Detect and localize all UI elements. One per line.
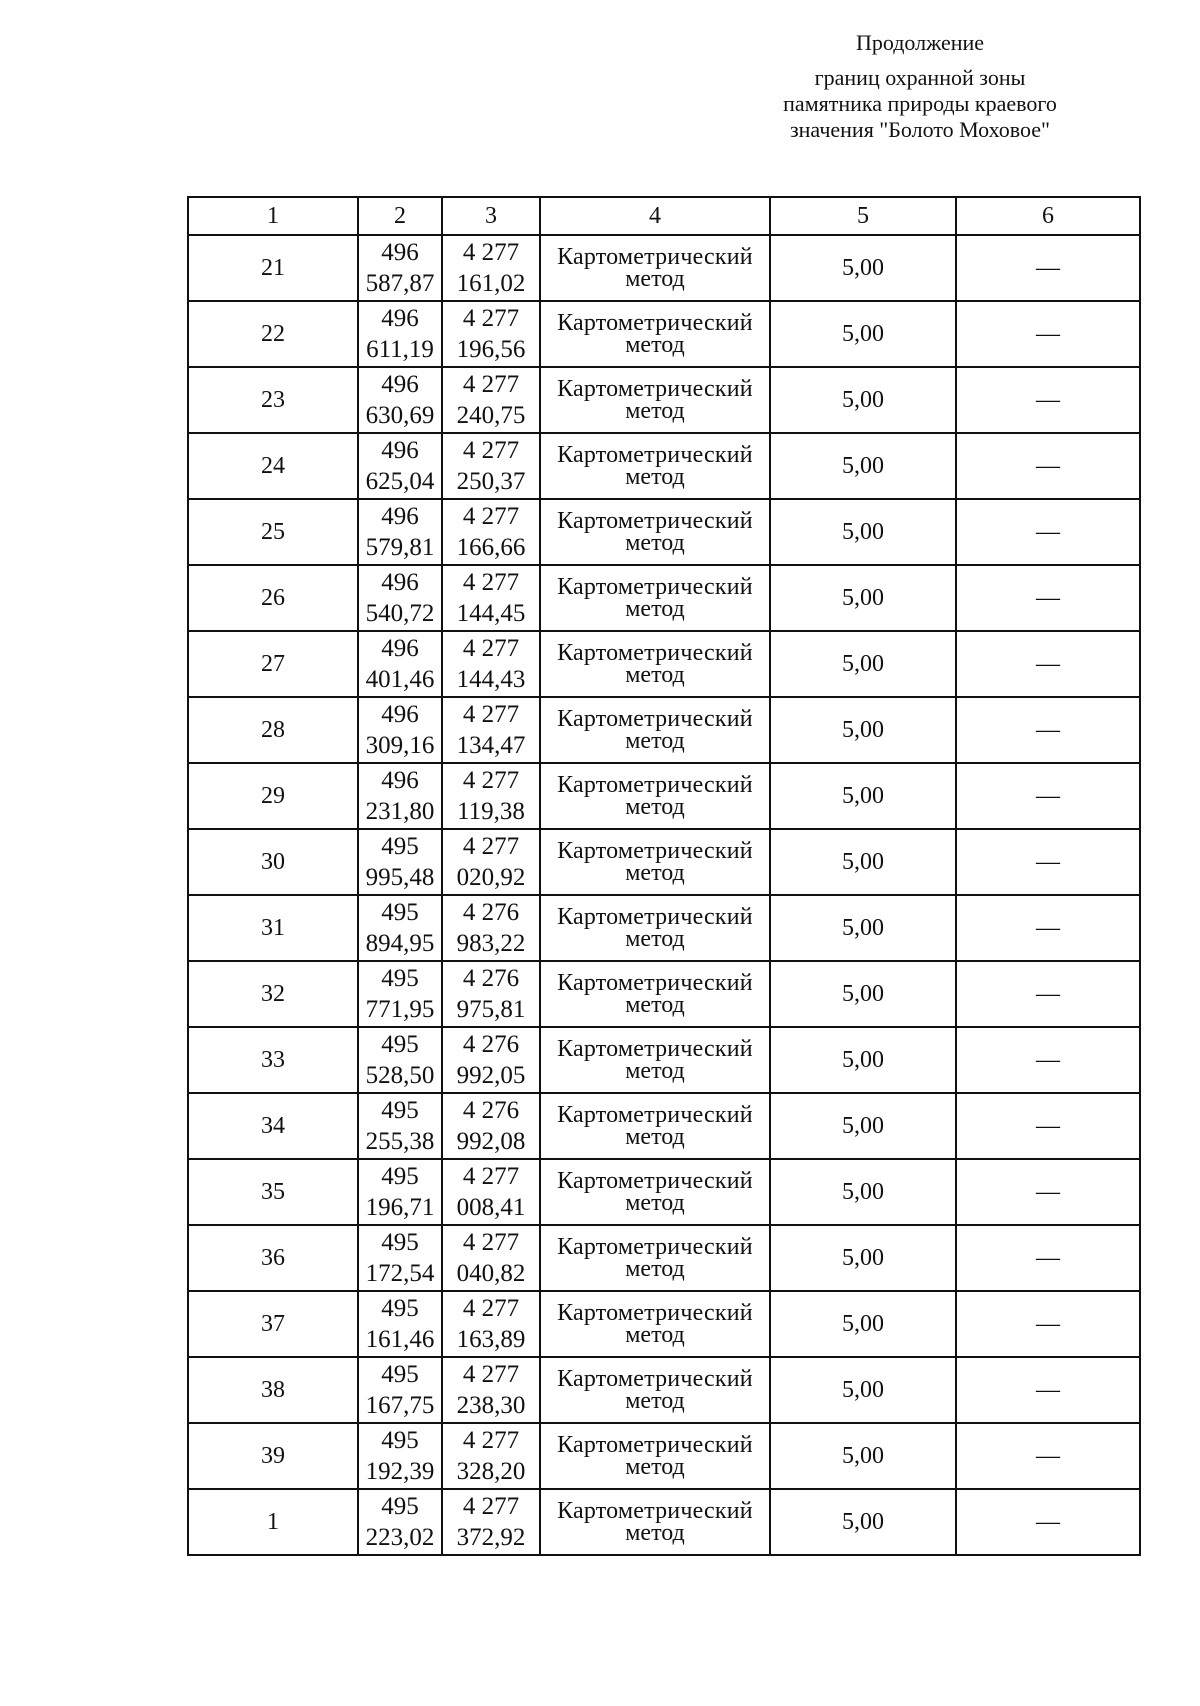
method-line-1: Картометрический bbox=[557, 1498, 753, 1524]
x-coordinate-cell bbox=[358, 961, 442, 1027]
y-coordinate-low: 166,66 bbox=[456, 534, 526, 561]
description-cell: — bbox=[956, 499, 1140, 565]
method-line-2: метод bbox=[625, 398, 685, 424]
point-number-cell: 35 bbox=[188, 1159, 358, 1225]
method-cell bbox=[540, 367, 770, 433]
accuracy-cell: 5,00 bbox=[770, 235, 956, 301]
y-coordinate-cell bbox=[442, 499, 540, 565]
x-coordinate-cell bbox=[358, 565, 442, 631]
x-coordinate-high: 495 bbox=[381, 1229, 419, 1256]
continuation-label: Продолжение bbox=[855, 30, 985, 55]
x-coordinate-cell bbox=[358, 763, 442, 829]
y-coordinate-low: 040,82 bbox=[456, 1260, 526, 1287]
description-cell: — bbox=[956, 1225, 1140, 1291]
x-coordinate-low: 196,71 bbox=[365, 1194, 435, 1221]
accuracy-cell: 5,00 bbox=[770, 1225, 956, 1291]
x-coordinate-high: 495 bbox=[381, 1031, 419, 1058]
method-line-1: Картометрический bbox=[557, 1432, 753, 1458]
method-cell bbox=[540, 1093, 770, 1159]
y-coordinate-high: 4 277 bbox=[462, 1427, 520, 1454]
y-coordinate-cell bbox=[442, 235, 540, 301]
method-line-2: метод bbox=[625, 1124, 685, 1150]
x-coordinate-high: 495 bbox=[381, 899, 419, 926]
description-cell: — bbox=[956, 1159, 1140, 1225]
method-line-2: метод bbox=[625, 596, 685, 622]
y-coordinate-high: 4 277 bbox=[462, 1295, 520, 1322]
method-line-1: Картометрический bbox=[557, 772, 753, 798]
method-line-2: метод bbox=[625, 992, 685, 1018]
method-cell bbox=[540, 697, 770, 763]
x-coordinate-high: 496 bbox=[381, 371, 419, 398]
description-cell: — bbox=[956, 235, 1140, 301]
y-coordinate-high: 4 276 bbox=[462, 1097, 520, 1124]
method-line-2: метод bbox=[625, 662, 685, 688]
point-number-cell: 24 bbox=[188, 433, 358, 499]
accuracy-cell: 5,00 bbox=[770, 763, 956, 829]
method-line-2: метод bbox=[625, 464, 685, 490]
method-cell bbox=[540, 499, 770, 565]
x-coordinate-high: 495 bbox=[381, 833, 419, 860]
point-number-cell: 34 bbox=[188, 1093, 358, 1159]
x-coordinate-high: 496 bbox=[381, 239, 419, 266]
y-coordinate-low: 144,45 bbox=[456, 600, 526, 627]
y-coordinate-cell bbox=[442, 1159, 540, 1225]
y-coordinate-high: 4 276 bbox=[462, 965, 520, 992]
y-coordinate-high: 4 277 bbox=[462, 1229, 520, 1256]
x-coordinate-high: 495 bbox=[381, 965, 419, 992]
x-coordinate-cell bbox=[358, 235, 442, 301]
accuracy-cell: 5,00 bbox=[770, 1159, 956, 1225]
accuracy-cell: 5,00 bbox=[770, 829, 956, 895]
method-cell bbox=[540, 1225, 770, 1291]
y-coordinate-cell bbox=[442, 1093, 540, 1159]
method-line-2: метод bbox=[625, 728, 685, 754]
x-coordinate-cell bbox=[358, 829, 442, 895]
y-coordinate-high: 4 277 bbox=[462, 569, 520, 596]
y-coordinate-cell bbox=[442, 301, 540, 367]
point-number-cell: 38 bbox=[188, 1357, 358, 1423]
table-row bbox=[188, 1159, 1140, 1225]
y-coordinate-low: 992,08 bbox=[456, 1128, 526, 1155]
coordinates-table bbox=[187, 196, 1141, 1556]
x-coordinate-low: 172,54 bbox=[365, 1260, 435, 1287]
description-cell: — bbox=[956, 301, 1140, 367]
table-row bbox=[188, 1291, 1140, 1357]
x-coordinate-cell bbox=[358, 1357, 442, 1423]
description-cell: — bbox=[956, 433, 1140, 499]
column-header: 2 bbox=[358, 197, 442, 235]
x-coordinate-low: 192,39 bbox=[365, 1458, 435, 1485]
method-line-1: Картометрический bbox=[557, 904, 753, 930]
y-coordinate-low: 250,37 bbox=[456, 468, 526, 495]
y-coordinate-high: 4 277 bbox=[462, 371, 520, 398]
table-row bbox=[188, 1027, 1140, 1093]
method-line-1: Картометрический bbox=[557, 706, 753, 732]
method-cell bbox=[540, 895, 770, 961]
x-coordinate-high: 496 bbox=[381, 437, 419, 464]
point-number-cell: 21 bbox=[188, 235, 358, 301]
x-coordinate-low: 167,75 bbox=[365, 1392, 435, 1419]
table-row bbox=[188, 829, 1140, 895]
accuracy-cell: 5,00 bbox=[770, 631, 956, 697]
table-header-row bbox=[188, 197, 1140, 235]
table-row bbox=[188, 697, 1140, 763]
x-coordinate-high: 496 bbox=[381, 503, 419, 530]
y-coordinate-low: 975,81 bbox=[456, 996, 526, 1023]
method-line-1: Картометрический bbox=[557, 310, 753, 336]
y-coordinate-cell bbox=[442, 763, 540, 829]
description-cell: — bbox=[956, 631, 1140, 697]
method-line-1: Картометрический bbox=[557, 1366, 753, 1392]
y-coordinate-cell bbox=[442, 1027, 540, 1093]
accuracy-cell: 5,00 bbox=[770, 301, 956, 367]
x-coordinate-low: 894,95 bbox=[365, 930, 435, 957]
table-row bbox=[188, 1489, 1140, 1555]
y-coordinate-high: 4 277 bbox=[462, 635, 520, 662]
method-line-1: Картометрический bbox=[557, 442, 753, 468]
method-line-1: Картометрический bbox=[557, 1234, 753, 1260]
table-row bbox=[188, 1423, 1140, 1489]
accuracy-cell: 5,00 bbox=[770, 565, 956, 631]
x-coordinate-high: 496 bbox=[381, 569, 419, 596]
x-coordinate-cell bbox=[358, 1027, 442, 1093]
x-coordinate-high: 495 bbox=[381, 1163, 419, 1190]
x-coordinate-cell bbox=[358, 433, 442, 499]
y-coordinate-low: 240,75 bbox=[456, 402, 526, 429]
description-cell: — bbox=[956, 1489, 1140, 1555]
method-cell bbox=[540, 961, 770, 1027]
y-coordinate-cell bbox=[442, 697, 540, 763]
table-row bbox=[188, 301, 1140, 367]
method-line-2: метод bbox=[625, 266, 685, 292]
accuracy-cell: 5,00 bbox=[770, 433, 956, 499]
point-number-cell: 39 bbox=[188, 1423, 358, 1489]
description-cell: — bbox=[956, 1423, 1140, 1489]
table-row bbox=[188, 1357, 1140, 1423]
y-coordinate-high: 4 277 bbox=[462, 1361, 520, 1388]
method-cell bbox=[540, 1027, 770, 1093]
point-number-cell: 26 bbox=[188, 565, 358, 631]
y-coordinate-low: 144,43 bbox=[456, 666, 526, 693]
description-cell: — bbox=[956, 1357, 1140, 1423]
y-coordinate-cell bbox=[442, 631, 540, 697]
column-header: 3 bbox=[442, 197, 540, 235]
description-cell: — bbox=[956, 763, 1140, 829]
method-cell bbox=[540, 1423, 770, 1489]
method-line-2: метод bbox=[625, 1454, 685, 1480]
x-coordinate-high: 496 bbox=[381, 701, 419, 728]
point-number-cell: 25 bbox=[188, 499, 358, 565]
method-line-2: метод bbox=[625, 794, 685, 820]
table-row bbox=[188, 367, 1140, 433]
y-coordinate-cell bbox=[442, 961, 540, 1027]
y-coordinate-low: 196,56 bbox=[456, 336, 526, 363]
method-line-1: Картометрический bbox=[557, 574, 753, 600]
accuracy-cell: 5,00 bbox=[770, 1291, 956, 1357]
accuracy-cell: 5,00 bbox=[770, 1489, 956, 1555]
y-coordinate-cell bbox=[442, 433, 540, 499]
description-cell: — bbox=[956, 697, 1140, 763]
method-cell bbox=[540, 829, 770, 895]
y-coordinate-high: 4 277 bbox=[462, 239, 520, 266]
point-number-cell: 33 bbox=[188, 1027, 358, 1093]
column-header: 6 bbox=[956, 197, 1140, 235]
table-row bbox=[188, 1093, 1140, 1159]
x-coordinate-cell bbox=[358, 499, 442, 565]
x-coordinate-low: 625,04 bbox=[365, 468, 435, 495]
x-coordinate-low: 161,46 bbox=[365, 1326, 435, 1353]
column-header: 1 bbox=[188, 197, 358, 235]
table-row bbox=[188, 1225, 1140, 1291]
point-number-cell: 36 bbox=[188, 1225, 358, 1291]
x-coordinate-low: 587,87 bbox=[365, 270, 435, 297]
point-number-cell: 30 bbox=[188, 829, 358, 895]
x-coordinate-low: 528,50 bbox=[365, 1062, 435, 1089]
method-cell bbox=[540, 433, 770, 499]
point-number-cell: 1 bbox=[188, 1489, 358, 1555]
y-coordinate-low: 983,22 bbox=[456, 930, 526, 957]
x-coordinate-low: 611,19 bbox=[366, 336, 434, 363]
column-header: 5 bbox=[770, 197, 956, 235]
y-coordinate-low: 992,05 bbox=[456, 1062, 526, 1089]
y-coordinate-high: 4 277 bbox=[462, 1493, 520, 1520]
method-cell bbox=[540, 763, 770, 829]
table-row bbox=[188, 499, 1140, 565]
y-coordinate-cell bbox=[442, 1423, 540, 1489]
method-line-2: метод bbox=[625, 1058, 685, 1084]
x-coordinate-low: 401,46 bbox=[365, 666, 435, 693]
table-row bbox=[188, 961, 1140, 1027]
method-line-2: метод bbox=[625, 1520, 685, 1546]
point-number-cell: 28 bbox=[188, 697, 358, 763]
method-line-1: Картометрический bbox=[557, 376, 753, 402]
y-coordinate-cell bbox=[442, 1225, 540, 1291]
method-line-2: метод bbox=[625, 1388, 685, 1414]
y-coordinate-high: 4 277 bbox=[462, 503, 520, 530]
y-coordinate-high: 4 276 bbox=[462, 899, 520, 926]
point-number-cell: 23 bbox=[188, 367, 358, 433]
method-line-1: Картометрический bbox=[557, 1102, 753, 1128]
table-row bbox=[188, 433, 1140, 499]
y-coordinate-cell bbox=[442, 895, 540, 961]
method-cell bbox=[540, 1357, 770, 1423]
method-line-1: Картометрический bbox=[557, 838, 753, 864]
accuracy-cell: 5,00 bbox=[770, 1357, 956, 1423]
table-row bbox=[188, 235, 1140, 301]
header-line-3: значения "Болото Моховое" bbox=[789, 117, 1051, 142]
x-coordinate-cell bbox=[358, 1489, 442, 1555]
table-row bbox=[188, 631, 1140, 697]
method-line-2: метод bbox=[625, 332, 685, 358]
method-line-1: Картометрический bbox=[557, 1036, 753, 1062]
y-coordinate-cell bbox=[442, 1291, 540, 1357]
x-coordinate-high: 495 bbox=[381, 1361, 419, 1388]
x-coordinate-high: 496 bbox=[381, 635, 419, 662]
method-line-2: метод bbox=[625, 1256, 685, 1282]
method-cell bbox=[540, 1489, 770, 1555]
method-line-1: Картометрический bbox=[557, 640, 753, 666]
y-coordinate-cell bbox=[442, 565, 540, 631]
accuracy-cell: 5,00 bbox=[770, 1423, 956, 1489]
x-coordinate-cell bbox=[358, 895, 442, 961]
accuracy-cell: 5,00 bbox=[770, 1093, 956, 1159]
y-coordinate-high: 4 277 bbox=[462, 701, 520, 728]
method-cell bbox=[540, 565, 770, 631]
method-line-1: Картометрический bbox=[557, 508, 753, 534]
x-coordinate-cell bbox=[358, 697, 442, 763]
y-coordinate-high: 4 276 bbox=[462, 1031, 520, 1058]
description-cell: — bbox=[956, 565, 1140, 631]
accuracy-cell: 5,00 bbox=[770, 367, 956, 433]
y-coordinate-high: 4 277 bbox=[462, 833, 520, 860]
x-coordinate-cell bbox=[358, 631, 442, 697]
y-coordinate-low: 008,41 bbox=[456, 1194, 526, 1221]
method-line-2: метод bbox=[625, 1322, 685, 1348]
y-coordinate-high: 4 277 bbox=[462, 1163, 520, 1190]
x-coordinate-low: 540,72 bbox=[365, 600, 435, 627]
x-coordinate-cell bbox=[358, 1093, 442, 1159]
x-coordinate-low: 309,16 bbox=[365, 732, 435, 759]
table-body bbox=[188, 235, 1140, 1555]
y-coordinate-low: 161,02 bbox=[456, 270, 526, 297]
x-coordinate-low: 630,69 bbox=[365, 402, 435, 429]
method-cell bbox=[540, 301, 770, 367]
x-coordinate-low: 995,48 bbox=[365, 864, 435, 891]
y-coordinate-cell bbox=[442, 829, 540, 895]
description-cell: — bbox=[956, 1093, 1140, 1159]
y-coordinate-high: 4 277 bbox=[462, 767, 520, 794]
x-coordinate-low: 579,81 bbox=[365, 534, 435, 561]
x-coordinate-high: 496 bbox=[381, 767, 419, 794]
method-cell bbox=[540, 1159, 770, 1225]
method-line-2: метод bbox=[625, 926, 685, 952]
method-cell bbox=[540, 1291, 770, 1357]
x-coordinate-low: 223,02 bbox=[365, 1524, 435, 1551]
method-line-1: Картометрический bbox=[557, 1168, 753, 1194]
method-line-1: Картометрический bbox=[557, 970, 753, 996]
x-coordinate-high: 495 bbox=[381, 1427, 419, 1454]
point-number-cell: 37 bbox=[188, 1291, 358, 1357]
y-coordinate-low: 134,47 bbox=[456, 732, 526, 759]
x-coordinate-low: 771,95 bbox=[365, 996, 435, 1023]
accuracy-cell: 5,00 bbox=[770, 1027, 956, 1093]
method-cell bbox=[540, 631, 770, 697]
x-coordinate-cell bbox=[358, 1225, 442, 1291]
description-cell: — bbox=[956, 367, 1140, 433]
y-coordinate-low: 119,38 bbox=[457, 798, 525, 825]
accuracy-cell: 5,00 bbox=[770, 961, 956, 1027]
x-coordinate-cell bbox=[358, 1291, 442, 1357]
y-coordinate-high: 4 277 bbox=[462, 305, 520, 332]
y-coordinate-low: 020,92 bbox=[456, 864, 526, 891]
y-coordinate-cell bbox=[442, 367, 540, 433]
y-coordinate-cell bbox=[442, 1489, 540, 1555]
x-coordinate-cell bbox=[358, 367, 442, 433]
point-number-cell: 27 bbox=[188, 631, 358, 697]
point-number-cell: 29 bbox=[188, 763, 358, 829]
point-number-cell: 32 bbox=[188, 961, 358, 1027]
method-line-1: Картометрический bbox=[557, 1300, 753, 1326]
y-coordinate-low: 328,20 bbox=[456, 1458, 526, 1485]
header-line-1: границ охранной зоны bbox=[814, 65, 1026, 90]
table-row bbox=[188, 895, 1140, 961]
point-number-cell: 31 bbox=[188, 895, 358, 961]
y-coordinate-low: 372,92 bbox=[456, 1524, 526, 1551]
x-coordinate-high: 495 bbox=[381, 1097, 419, 1124]
description-cell: — bbox=[956, 895, 1140, 961]
accuracy-cell: 5,00 bbox=[770, 697, 956, 763]
header-line-2: памятника природы краевого bbox=[783, 91, 1057, 116]
y-coordinate-low: 238,30 bbox=[456, 1392, 526, 1419]
accuracy-cell: 5,00 bbox=[770, 895, 956, 961]
table-row bbox=[188, 763, 1140, 829]
method-line-2: метод bbox=[625, 860, 685, 886]
description-cell: — bbox=[956, 1291, 1140, 1357]
description-cell: — bbox=[956, 829, 1140, 895]
x-coordinate-high: 495 bbox=[381, 1493, 419, 1520]
y-coordinate-cell bbox=[442, 1357, 540, 1423]
y-coordinate-high: 4 277 bbox=[462, 437, 520, 464]
method-line-2: метод bbox=[625, 530, 685, 556]
point-number-cell: 22 bbox=[188, 301, 358, 367]
table-row bbox=[188, 565, 1140, 631]
method-line-1: Картометрический bbox=[557, 244, 753, 270]
accuracy-cell: 5,00 bbox=[770, 499, 956, 565]
column-header: 4 bbox=[540, 197, 770, 235]
description-cell: — bbox=[956, 1027, 1140, 1093]
document-header bbox=[730, 30, 1110, 143]
method-line-2: метод bbox=[625, 1190, 685, 1216]
x-coordinate-cell bbox=[358, 1423, 442, 1489]
x-coordinate-low: 231,80 bbox=[365, 798, 435, 825]
description-cell: — bbox=[956, 961, 1140, 1027]
x-coordinate-high: 495 bbox=[381, 1295, 419, 1322]
x-coordinate-low: 255,38 bbox=[365, 1128, 435, 1155]
method-cell bbox=[540, 235, 770, 301]
x-coordinate-cell bbox=[358, 1159, 442, 1225]
x-coordinate-high: 496 bbox=[381, 305, 419, 332]
x-coordinate-cell bbox=[358, 301, 442, 367]
y-coordinate-low: 163,89 bbox=[456, 1326, 526, 1353]
